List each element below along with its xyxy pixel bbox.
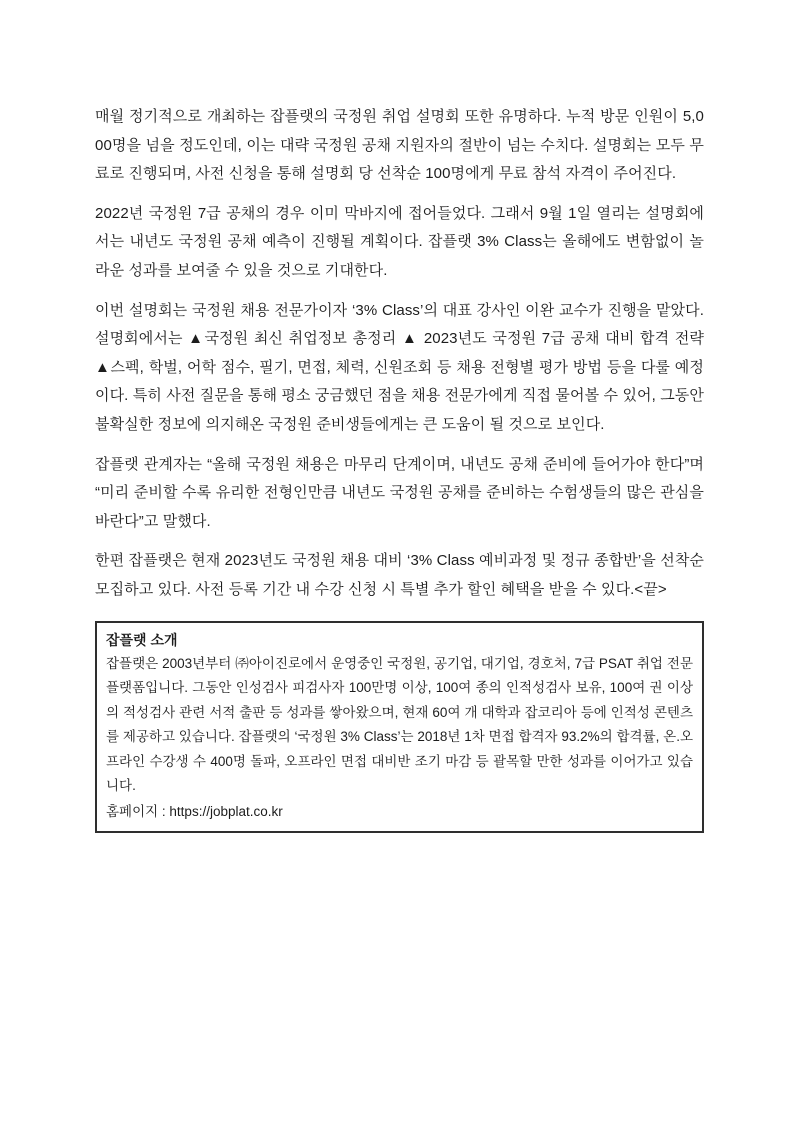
article-body: [95, 103, 704, 605]
info-box-title: 잡플랫 소개: [106, 631, 178, 648]
homepage-line: [106, 799, 693, 824]
homepage-url: https://jobplat.co.kr: [169, 803, 283, 819]
body-paragraph-seminar-contents: 이번 설명회는 국정원 채용 전문가이자 ‘3% Class’의 대표 강사인 이완 교수가 진행을 맡았다. 설명회에서는 ▲국정원 최신 취업정보 총정리 ▲ 2023년도 국정원 7급 공채 대비 합격 전략 ▲스펙, 학벌, 어학 점수, 필기, 면접, 체력, 신원조회 등 채용 전형별 평가 방법 등을 다룰 예정이다. 특히 사전 질문을 통해 평소 궁금했던 점을 채용 전문가에게 직접 물어볼 수 있어, 그동안 불확실한 정보에 의지해온 국정원 준비생들에게는 큰 도움이 될 것으로 보인다.: [95, 301, 704, 433]
company-intro-box: [95, 621, 704, 833]
body-paragraph-2022-recruit: 2022년 국정원 7급 공채의 경우 이미 막바지에 접어들었다. 그래서 9월 1일 열리는 설명회에서는 내년도 국정원 공채 예측이 진행될 계획이다. 잡플랫 3% Class는 올해에도 변함없이 놀라운 성과를 보여줄 수 있을 것으로 기대한다.: [95, 204, 704, 279]
body-paragraph-official-quote: 잡플랫 관계자는 “올해 국정원 채용은 마무리 단계이며, 내년도 공채 준비에 들어가야 한다”며 “미리 준비할 수록 유리한 전형인만큼 내년도 국정원 공채를 준비하는 수험생들의 많은 관심을 바란다”고 말했다.: [95, 455, 704, 530]
body-paragraph-enrollment: 한편 잡플랫은 현재 2023년도 국정원 채용 대비 ‘3% Class 예비과정 및 정규 종합반’을 선착순 모집하고 있다. 사전 등록 기간 내 수강 신청 시 특별 추가 할인 혜택을 받을 수 있다.<끝>: [95, 552, 704, 598]
info-box-body: 잡플랫은 2003년부터 ㈜아이진로에서 운영중인 국정원, 공기업, 대기업, 경호처, 7급 PSAT 취업 전문 플랫폼입니다. 그동안 인성검사 피검사자 100만명 이상, 100여 종의 인적성검사 보유, 100여 권 이상의 적성검사 관련 서적 출판 등 성과를 쌓아왔으며, 현재 60여 개 대학과 잡코리아 등에 인적성 콘텐츠를 제공하고 있습니다. 잡플랫의 ‘국정원 3% Class’는 2018년 1차 면접 합격자 93.2%의 합격률, 온.오프라인 수강생 수 400명 돌파, 오프라인 면접 대비반 조기 마감 등 괄목할 만한 성과를 이어가고 있습니다.: [106, 655, 693, 793]
homepage-label: 홈페이지 :: [106, 803, 170, 819]
body-paragraph-seminar-intro: 매월 정기적으로 개최하는 잡플랫의 국정원 취업 설명회 또한 유명하다. 누적 방문 인원이 5,000명을 넘을 정도인데, 이는 대략 국정원 공채 지원자의 절반이 넘는 수치다. 설명회는 모두 무료로 진행되며, 사전 신청을 통해 설명회 당 선착순 100명에게 무료 참석 자격이 주어진다.: [95, 108, 704, 183]
